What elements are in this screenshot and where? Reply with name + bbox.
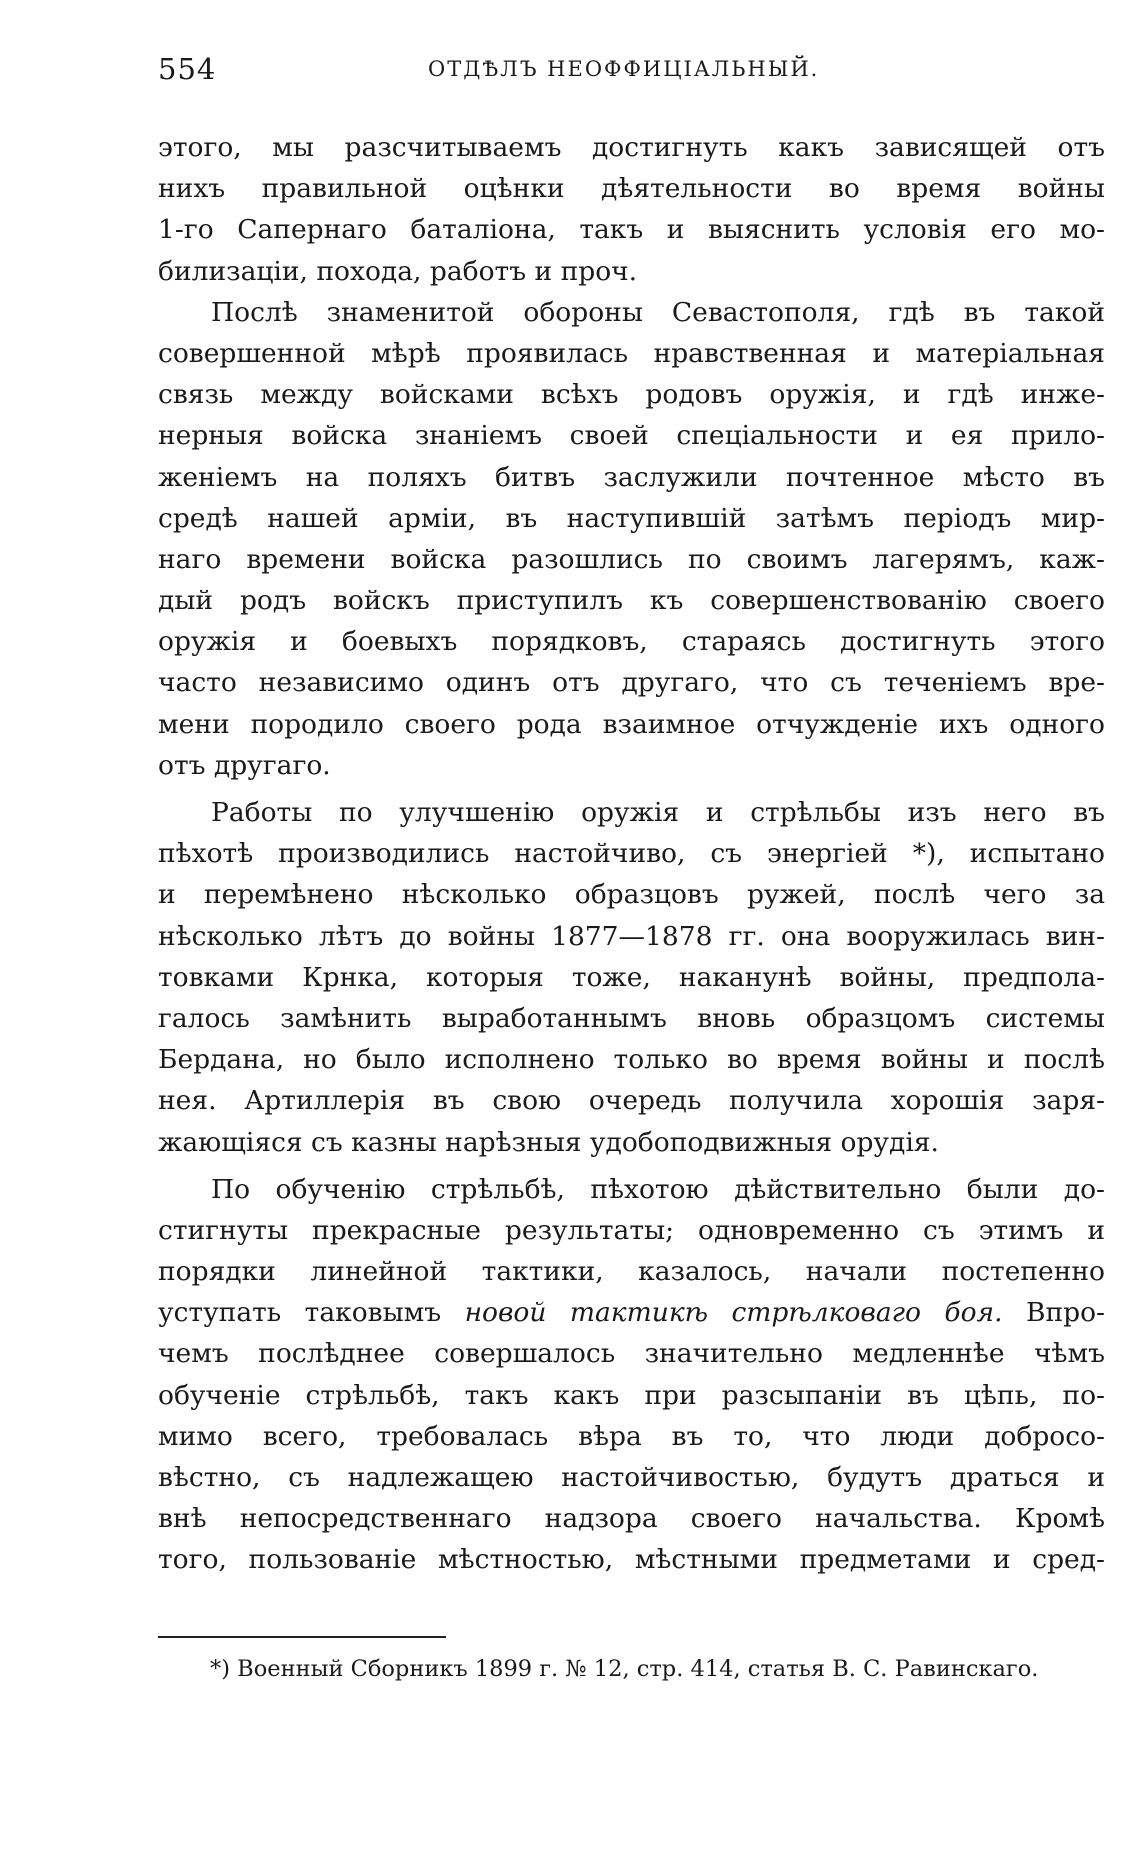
text-line: и перемѣнено нѣсколько образцовъ ружей, послѣ чего за [158, 879, 1105, 911]
text-line: наго времени войска разошлись по своимъ лагерямъ, каж- [158, 543, 1105, 575]
text-line: пѣхотѣ производились настойчиво, съ энергіей *), испытано [158, 838, 1105, 870]
footnote-rule [158, 1636, 446, 1638]
text-line: нея. Артиллерія въ свою очередь получила хорошія заря- [158, 1085, 1105, 1117]
text-line: чемъ послѣднее совершалось значительно медленнѣе чѣмъ [158, 1338, 1105, 1370]
text-line-with-emphasis [158, 1292, 1105, 1333]
page-header [158, 52, 1105, 92]
text-line: вѣстно, съ надлежащею настойчивостью, будутъ драться и [158, 1462, 1105, 1493]
text-line: нихъ правильной оцѣнки дѣятельности во время войны [158, 173, 1105, 205]
text-line: Послѣ знаменитой обороны Севастополя, гдѣ въ такой [211, 296, 1105, 328]
text-line: порядки линейной тактики, казалось, начали постепенно [158, 1256, 1105, 1288]
text-line: жающіяся съ казны нарѣзныя удобоподвижныя орудія. [158, 1126, 939, 1158]
page-number: 554 [158, 52, 217, 86]
text-line: галось замѣнить выработаннымъ вновь образцомъ системы [158, 1002, 1105, 1034]
text-line: По обученію стрѣльбѣ, пѣхотою дѣйствительно были до- [211, 1173, 1105, 1205]
text-line: дый родъ войскъ приступилъ къ совершенствованію своего [158, 585, 1105, 617]
text-line: товками Крнка, которыя тоже, наканунѣ войны, предпола- [158, 961, 1105, 993]
text-line: совершенной мѣрѣ проявилась нравственная и матеріальная [158, 337, 1105, 369]
text-line: часто независимо одинъ отъ другаго, что съ теченіемъ вре- [158, 667, 1105, 699]
text-line: связь между войсками всѣхъ родовъ оружія, и гдѣ инже- [158, 379, 1105, 411]
text-line: этого, мы разсчитываемъ достигнуть какъ зависящей отъ [158, 132, 1105, 163]
text-line: мени породило своего рода взаимное отчужденіе ихъ одного [158, 708, 1105, 740]
text-segment: Впро- [1025, 1297, 1105, 1329]
text-line: отъ другаго. [158, 749, 331, 781]
text-line: оружія и боевыхъ порядковъ, стараясь достигнуть этого [158, 626, 1105, 658]
text-line: того, пользованіе мѣстностью, мѣстными предметами и сред- [158, 1544, 1105, 1576]
text-line: Бердана, но было исполнено только во время войны и послѣ [158, 1044, 1105, 1076]
running-title: ОТДѢЛЪ НЕОФФИЦІАЛЬНЫЙ. [428, 57, 820, 81]
text-line: средѣ нашей арміи, въ наступившій затѣмъ періодъ мир- [158, 502, 1105, 534]
emphasized-phrase: новой тактикѣ стрѣлковаго боя. [464, 1297, 1003, 1329]
text-line: женіемъ на поляхъ битвъ заслужили почтенное мѣсто въ [158, 461, 1105, 493]
footnote: *) Военный Сборникъ 1899 г. № 12, стр. 414, статья В. С. Равинскаго. [210, 1656, 1039, 1682]
body-text [158, 127, 1105, 1581]
text-line: нерныя войска знаніемъ своей спеціальности и ея прило- [158, 420, 1105, 452]
text-line: мимо всего, требовалась вѣра въ то, что люди добросо- [158, 1420, 1105, 1452]
text-line: стигнуты прекрасные результаты; одновременно съ этимъ и [158, 1214, 1105, 1246]
text-segment: уступать таковымъ [158, 1297, 442, 1329]
text-line: обученіе стрѣльбѣ, такъ какъ при разсыпаніи въ цѣпь, по- [158, 1379, 1105, 1411]
text-line: внѣ непосредственнаго надзора своего начальства. Кромѣ [158, 1503, 1105, 1535]
text-line: Работы по улучшенію оружія и стрѣльбы изъ него въ [211, 797, 1105, 828]
text-line: 1-го Сапернаго баталіона, такъ и выяснить условія его мо- [158, 214, 1105, 246]
text-line: билизаціи, похода, работъ и проч. [158, 255, 638, 287]
text-line: нѣсколько лѣтъ до войны 1877—1878 гг. она вооружилась вин- [158, 920, 1105, 952]
